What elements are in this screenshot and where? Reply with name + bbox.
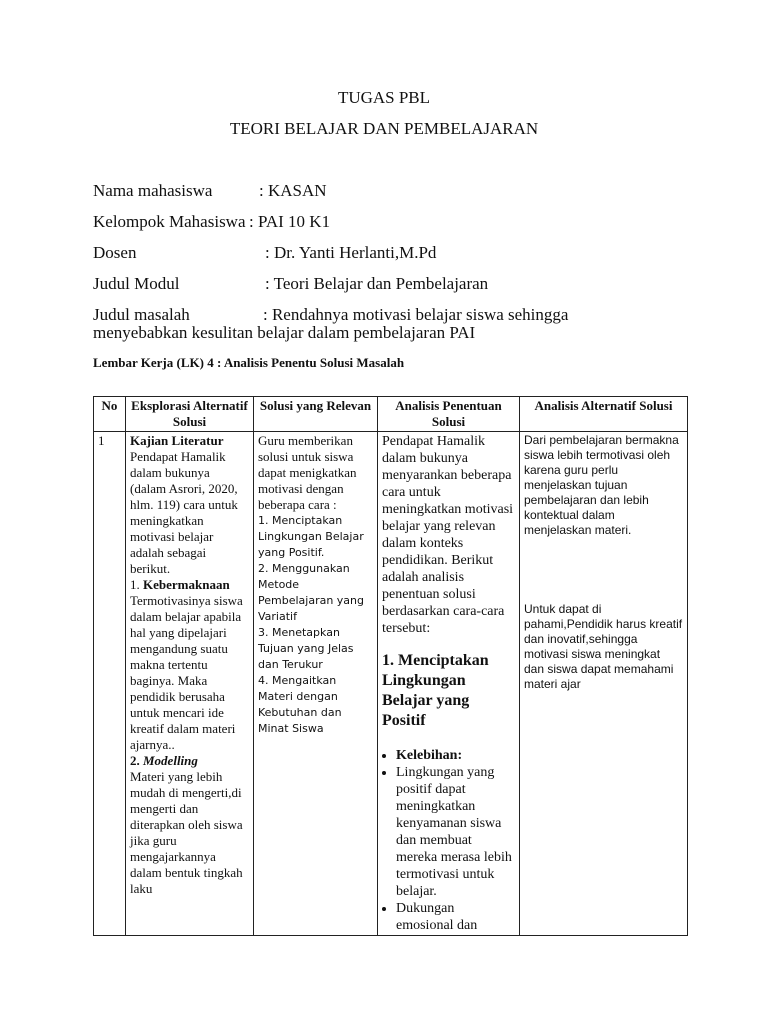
info-label: Judul Modul	[93, 274, 180, 293]
analisis-intro: Pendapat Hamalik dalam bukunya menyarankan beberapa cara untuk meningkatkan motivasi belajar yang relevan dalam konteks pendidikan. Berikut adalah analisis penentuan solusi berdasarkan cara-cara tersebut:	[382, 434, 514, 636]
header-analisis-alternatif: Analisis Alternatif Solusi	[520, 397, 688, 432]
lk-title: Lembar Kerja (LK) 4 : Analisis Penentu Solusi Masalah	[93, 355, 405, 370]
document-title: TUGAS PBL	[337, 88, 431, 107]
cell-no: 1	[94, 432, 126, 936]
header-solusi-relevan: Solusi yang Relevan	[254, 397, 378, 432]
cell-solusi-relevan	[254, 432, 378, 936]
analisis-heading: 1. Menciptakan Lingkungan Belajar yang Positif	[382, 652, 489, 729]
info-row-nama	[93, 180, 327, 202]
item1-number: 1.	[130, 577, 143, 592]
table-row	[94, 432, 688, 936]
header-eksplorasi: Eksplorasi Alternatif Solusi	[126, 397, 254, 432]
cell-analisis-alternatif	[520, 432, 688, 936]
item2-text: Materi yang lebih mudah di mengerti,di mengerti dan diterapkan oleh siswa jika guru mengajarkannya dalam bentuk tingkah laku	[130, 769, 243, 896]
item1-text: Termotivasinya siswa dalam belajar apabila hal yang dipelajari mengandung suatu makna tertentu baginya. Maka pendidik berusaha untuk mencari ide kreatif dalam materi ajarnya..	[130, 593, 243, 752]
bullet-item: • Lingkungan yang positif dapat meningkatkan kenyamanan siswa dan membuat mereka merasa lebih termotivasi untuk belajar.	[396, 764, 515, 900]
bullet-item: • Dukungan emosional dan	[396, 900, 515, 934]
solusi-item-4: 4. Mengaitkan Materi dengan Kebutuhan dan Minat Siswa	[258, 674, 342, 735]
info-value: : Rendahnya motivasi belajar siswa sehingga	[263, 305, 569, 324]
info-label: Kelompok Mahasiswa	[93, 212, 246, 231]
solusi-intro: Guru memberikan solusi untuk siswa dapat menigkatkan motivasi dengan beberapa cara :	[258, 433, 357, 512]
table-header-row	[94, 397, 688, 432]
info-row-kelompok	[93, 211, 331, 233]
info-row-judul-modul	[93, 273, 489, 295]
item2-number: 2.	[130, 753, 143, 768]
item1-title: Kebermaknaan	[143, 577, 230, 592]
solusi-item-1: 1. Menciptakan Lingkungan Belajar yang Positif.	[258, 514, 364, 559]
cell-eksplorasi	[126, 432, 254, 936]
kajian-heading: Kajian Literatur	[130, 433, 224, 448]
analysis-table	[93, 396, 688, 936]
kajian-intro: Pendapat Hamalik dalam bukunya (dalam Asrori, 2020, hlm. 119) cara untuk meningkatkan motivasi belajar adalah sebagai berikut.	[130, 449, 238, 576]
header-no: No	[94, 397, 126, 432]
analisis-bullets	[382, 747, 515, 934]
solusi-item-2: 2. Menggunakan Metode Pembelajaran yang Variatif	[258, 562, 365, 623]
info-value: : PAI 10 K1	[249, 212, 331, 231]
solusi-item-3: 3. Menetapkan Tujuan yang Jelas dan Terukur	[258, 626, 354, 671]
info-label: Nama mahasiswa	[93, 181, 213, 200]
info-value: : KASAN	[259, 181, 327, 200]
info-label: Dosen	[93, 243, 137, 262]
header-analisis-penentuan: Analisis Penentuan Solusi	[378, 397, 520, 432]
info-value: : Teori Belajar dan Pembelajaran	[265, 274, 489, 293]
info-row-dosen	[93, 242, 437, 264]
bullet-item: • Kelebihan:	[396, 747, 515, 764]
alternatif-paragraph-1: Dari pembelajaran bermakna siswa lebih termotivasi oleh karena guru perlu menjelaskan tujuan pembelajaran dan lebih kontektual dalam menjelaskan materi.	[524, 433, 679, 537]
info-label: Judul masalah	[93, 305, 190, 324]
document-subtitle: TEORI BELAJAR DAN PEMBELAJARAN	[229, 119, 539, 138]
alternatif-paragraph-2: Untuk dapat di pahami,Pendidik harus kreatif dan inovatif,sehingga motivasi siswa meningkat dan siswa dapat memahami materi ajar	[524, 602, 683, 691]
judul-masalah-continuation: menyebabkan kesulitan belajar dalam pembelajaran PAI	[93, 323, 476, 342]
cell-analisis-penentuan	[378, 432, 520, 936]
info-value: : Dr. Yanti Herlanti,M.Pd	[265, 243, 437, 262]
item2-title: Modelling	[143, 753, 198, 768]
